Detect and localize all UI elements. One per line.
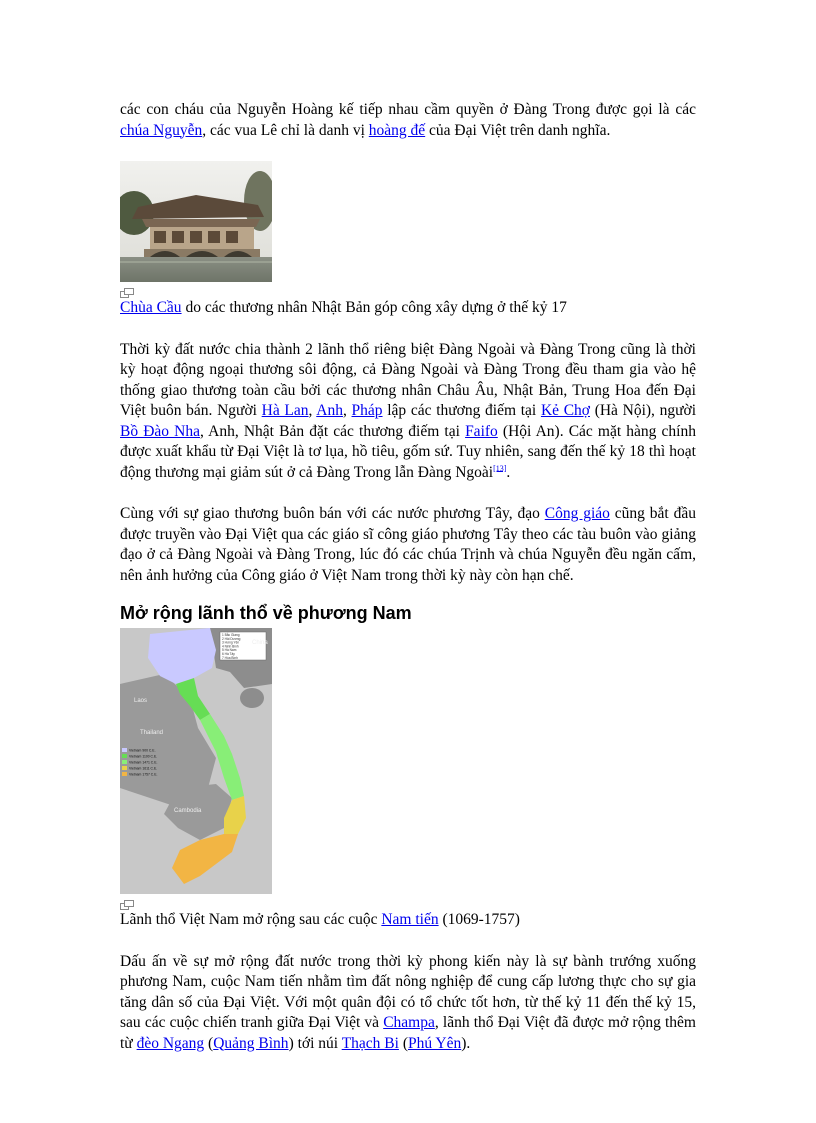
text: , bbox=[308, 402, 317, 419]
map-label-thailand: Thailand bbox=[140, 730, 164, 736]
text: lập các thương điếm tại bbox=[382, 402, 541, 419]
legend-label: Vietnam 900 C.E. bbox=[129, 748, 156, 753]
map-key-line: 7 Hòa Bình bbox=[222, 655, 238, 660]
map-key-line: 5 Hà Nam bbox=[222, 648, 237, 653]
map-label-cambodia: Cambodia bbox=[174, 808, 202, 814]
map-label-china: China bbox=[252, 640, 268, 646]
bridge-photo-icon[interactable] bbox=[120, 161, 272, 282]
reference-13[interactable]: [13] bbox=[493, 463, 507, 473]
link-ha-lan[interactable]: Hà Lan bbox=[261, 402, 309, 419]
caption-text: do các thương nhân Nhật Bản góp công xây dựng ở thế kỷ 17 bbox=[181, 299, 567, 316]
link-phu-yen[interactable]: Phú Yên bbox=[407, 1034, 462, 1052]
link-cong-giao[interactable]: Công giáo bbox=[544, 505, 610, 522]
legend-label: Vietnam 1471 C.E. bbox=[129, 760, 158, 765]
link-hoang-de[interactable]: hoàng đế bbox=[368, 121, 426, 139]
text: , lãnh thổ Đại Việt đã được mở rộng thêm từ bbox=[120, 1014, 696, 1052]
link-thach-bi[interactable]: Thạch Bi bbox=[341, 1034, 399, 1052]
section-heading: Mở rộng lãnh thổ về phương Nam bbox=[120, 603, 412, 623]
link-phap[interactable]: Pháp bbox=[351, 402, 383, 419]
text: , bbox=[342, 402, 352, 419]
enlarge-icon[interactable] bbox=[120, 900, 134, 910]
figure-caption bbox=[120, 910, 696, 931]
map-key-line: 6 Hà Tây bbox=[222, 652, 235, 656]
text: , các vua Lê chỉ là danh vị bbox=[202, 121, 369, 139]
figure-chua-cau bbox=[120, 161, 696, 319]
link-chua-nguyen[interactable]: chúa Nguyễn bbox=[120, 121, 203, 139]
text: Thời kỳ đất nước chia thành 2 lãnh thổ riêng biệt Đàng Ngoài và Đàng Trong cũng là thời kỳ hoạt động ngoại thương sôi động, cả Đàng Ngoài và Đàng Trong đều tham gia vào hệ thống giao thương toàn cầu bởi các thương nhân Châu Âu, Nhật Bản, Trung Hoa đến Đại Việt buôn bán. Người bbox=[120, 340, 696, 419]
text: Dấu ấn về sự mở rộng đất nước trong thời kỳ phong kiến này là sự bành trướng xuống phương Nam, cuộc Nam tiến nhằm tìm đất nông nghiệp để cung cấp lương thực cho sự gia tăng dân số của Đại Việt. Với một quân đội có tổ chức tốt hơn, từ thế kỷ 11 đến thế kỷ 15, sau các cuộc chiến tranh giữa Đại Việt và bbox=[120, 952, 696, 1031]
text: của Đại Việt trên danh nghĩa. bbox=[425, 121, 611, 139]
text: . bbox=[506, 463, 511, 481]
caption-text: Lãnh thổ Việt Nam mở rộng sau các cuộc bbox=[120, 911, 382, 928]
text: ). bbox=[461, 1034, 471, 1052]
figure-map bbox=[120, 628, 696, 931]
link-champa[interactable]: Champa bbox=[383, 1014, 435, 1031]
enlarge-icon[interactable] bbox=[120, 288, 134, 298]
paragraph-trade bbox=[120, 340, 696, 484]
document-page bbox=[120, 100, 696, 1054]
text: Cùng với sự giao thương buôn bán với các nước phương Tây, đạo bbox=[120, 505, 545, 522]
link-deo-ngang[interactable]: đèo Ngang bbox=[136, 1034, 205, 1052]
text: , Anh, Nhật Bản đặt các thương điếm tại bbox=[200, 422, 466, 440]
text: cũng bắt đầu được truyền vào Đại Việt qua các giáo sĩ công giáo phương Tây theo các tàu buôn vào giảng đạo ở cả Đàng Ngoài và Đàng Trong, lúc đó các chúa Trịnh và chúa Nguyễn đều ngăn cấm, nên ảnh hưởng của Công giáo ở Việt Nam trong thời kỳ này còn hạn chế. bbox=[120, 505, 696, 584]
legend-label: Vietnam 1611 C.E. bbox=[129, 766, 158, 771]
link-bo-dao-nha[interactable]: Bồ Đào Nha bbox=[120, 422, 200, 440]
text: (Hội An). Các mặt hàng chính được xuất khẩu từ Đại Việt là tơ lụa, hồ tiêu, gốm sứ. Tuy nhiên, sang đến thế kỷ 18 thì hoạt động thương mại giảm sút ở cả Đàng Trong lẫn Đàng Ngoài bbox=[120, 422, 696, 481]
map-key-line: 1 Bắc Giang bbox=[222, 633, 240, 637]
legend-swatch bbox=[122, 760, 127, 764]
figure-caption bbox=[120, 298, 696, 319]
text: (Hà Nội), người bbox=[590, 402, 697, 419]
map-label-laos: Laos bbox=[134, 698, 148, 704]
link-quang-binh[interactable]: Quảng Bình bbox=[213, 1034, 289, 1052]
link-nam-tien[interactable]: Nam tiến bbox=[381, 911, 439, 928]
text: các con cháu của Nguyễn Hoàng kế tiếp nhau cầm quyền ở Đàng Trong được gọi là các bbox=[120, 101, 696, 118]
link-anh[interactable]: Anh bbox=[316, 402, 343, 419]
text: ( bbox=[398, 1034, 408, 1052]
legend-label: Vietnam 1100 C.E. bbox=[129, 754, 158, 759]
paragraph-expansion bbox=[120, 952, 696, 1055]
text: ( bbox=[204, 1034, 214, 1052]
text: ) tới núi bbox=[288, 1034, 342, 1052]
caption-years: (1069-1757) bbox=[438, 911, 520, 928]
paragraph-religion bbox=[120, 504, 696, 586]
legend-label: Vietnam 1757 C.E. bbox=[129, 772, 158, 777]
link-faifo[interactable]: Faifo bbox=[465, 422, 498, 440]
legend-swatch bbox=[122, 766, 127, 770]
legend-swatch bbox=[122, 754, 127, 758]
vietnam-map-icon[interactable] bbox=[120, 628, 272, 894]
map-key-line: 2 Hải Dương bbox=[222, 636, 241, 641]
link-ke-cho[interactable]: Kẻ Chợ bbox=[540, 402, 590, 419]
map-key-line: 3 Hưng Yên bbox=[222, 640, 240, 645]
paragraph-intro bbox=[120, 100, 696, 141]
legend-swatch bbox=[122, 772, 127, 776]
link-chua-cau[interactable]: Chùa Cầu bbox=[120, 299, 182, 316]
legend-swatch bbox=[122, 748, 127, 752]
map-key-line: 4 Ninh Bình bbox=[222, 644, 239, 649]
